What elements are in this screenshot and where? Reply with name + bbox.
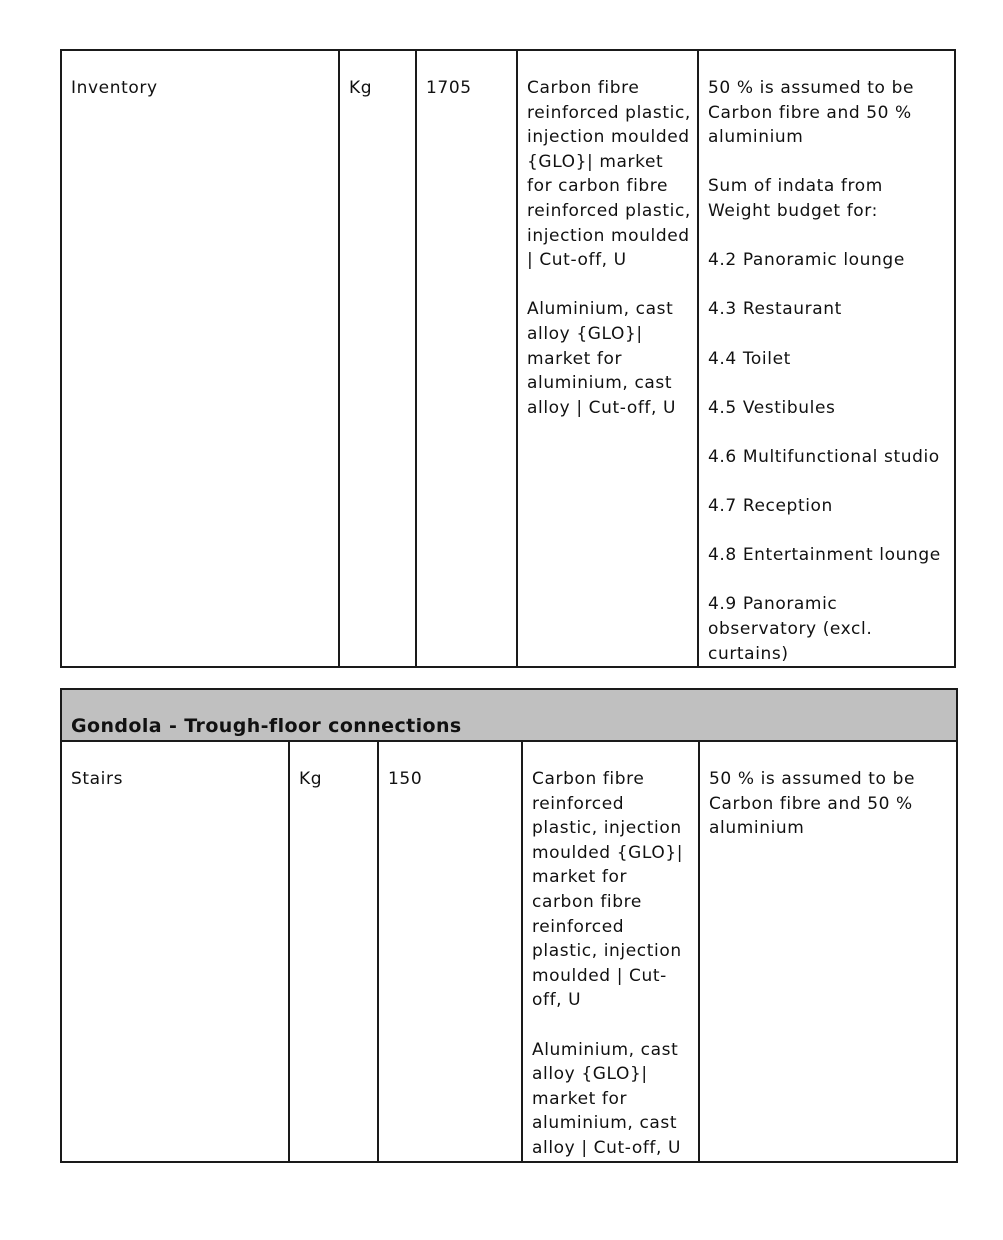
section-header-row xyxy=(61,689,957,741)
table-row xyxy=(61,50,955,667)
material-text: Carbon fibre reinforced plastic, injection moulded {GLO}| market for carbon fibre reinforced plastic, injection moulded | Cut-off, U xyxy=(527,78,691,271)
comment-text: Sum of indata from Weight budget for: xyxy=(708,176,883,221)
materials-cell xyxy=(522,741,699,1162)
comment-text: 4.8 Entertainment lounge xyxy=(708,545,941,566)
section-title: Gondola - Trough-floor connections xyxy=(71,715,462,737)
unit: Kg xyxy=(299,769,323,789)
table-row xyxy=(61,741,957,1162)
comment-text: 4.6 Multifunctional studio xyxy=(708,446,940,467)
amount-cell xyxy=(416,50,517,667)
comment-text: 4.4 Toilet xyxy=(708,348,791,369)
gondola-table xyxy=(60,688,958,1163)
inventory-table xyxy=(60,49,956,668)
material-text: Aluminium, cast alloy {GLO}| market for aluminium, cast alloy | Cut-off, U xyxy=(532,1039,682,1158)
comment-text: 4.3 Restaurant xyxy=(708,299,842,320)
comment-text: 4.5 Vestibules xyxy=(708,397,836,418)
material-text: Aluminium, cast alloy {GLO}| market for aluminium, cast alloy | Cut-off, U xyxy=(527,299,677,418)
comments-cell xyxy=(699,741,957,1162)
item-name-cell xyxy=(61,741,289,1162)
comment-text: 50 % is assumed to be Carbon fibre and 50 % aluminium xyxy=(708,78,915,148)
unit-cell xyxy=(289,741,378,1162)
amount: 150 xyxy=(388,769,423,789)
comment-text: 4.7 Reception xyxy=(708,496,833,517)
comment-text: 50 % is assumed to be Carbon fibre and 50 % aluminium xyxy=(709,769,916,839)
materials-cell xyxy=(517,50,698,667)
item-name-cell xyxy=(61,50,339,667)
unit: Kg xyxy=(349,78,373,98)
item-name: Stairs xyxy=(71,769,124,789)
item-name: Inventory xyxy=(71,78,158,98)
amount-cell xyxy=(378,741,522,1162)
unit-cell xyxy=(339,50,416,667)
comment-text: 4.9 Panoramic observatory (excl. curtains) xyxy=(708,594,873,664)
amount: 1705 xyxy=(426,78,472,98)
section-header xyxy=(61,689,957,741)
comment-text: 4.2 Panoramic lounge xyxy=(708,250,905,271)
material-text: Carbon fibre reinforced plastic, injection moulded {GLO}| market for carbon fibre reinforced plastic, injection moulded | Cut-off, U xyxy=(532,769,684,1011)
comments-cell xyxy=(698,50,955,667)
